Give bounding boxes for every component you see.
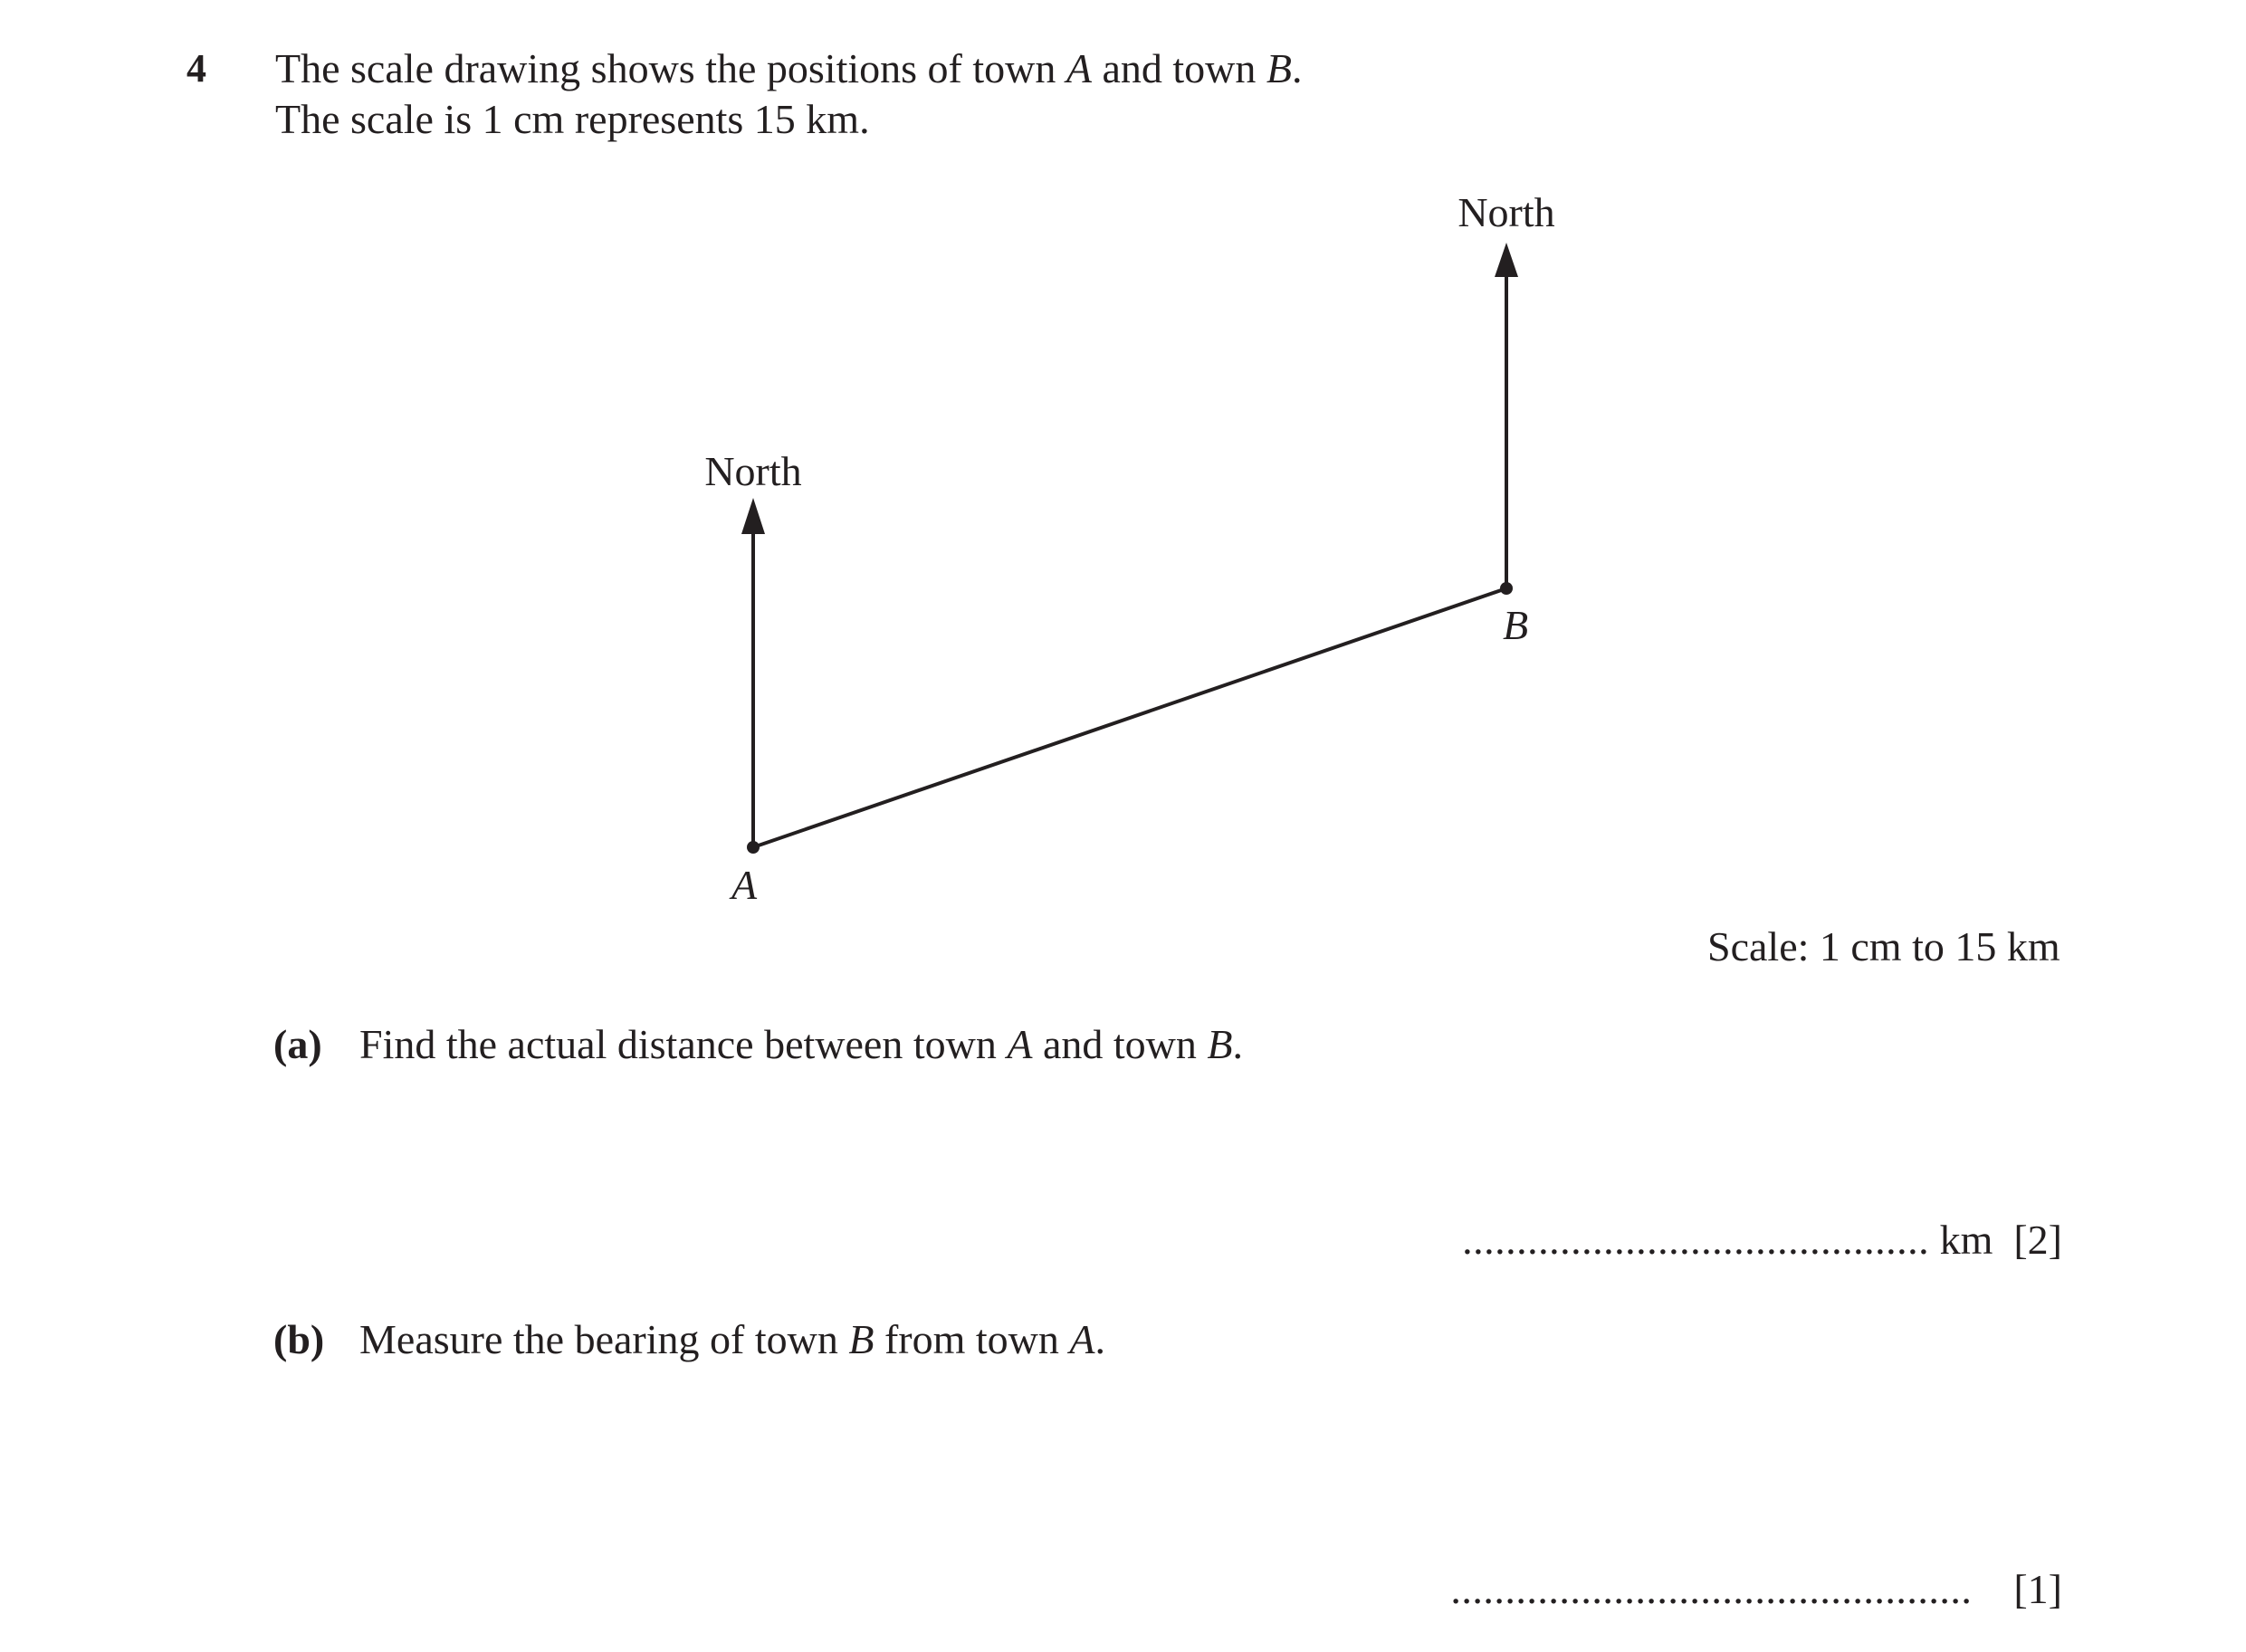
point-a-label: A [731,862,758,908]
part-b-answer-line[interactable] [1450,1564,2062,1615]
town-b-ref: B [848,1316,875,1362]
line-ab [753,588,1506,847]
intro-text: . [1292,45,1303,91]
scale-label: Scale: 1 cm to 15 km [1707,923,2060,969]
part-b-question [273,1314,1105,1365]
part-a-text: . [1232,1021,1243,1067]
part-b-text: . [1094,1316,1105,1362]
town-b-ref: B [1207,1021,1233,1067]
answer-unit: km [1939,1217,1993,1263]
town-a-ref: A [1066,45,1092,91]
answer-dots[interactable]: ................................................ [1450,1566,1973,1612]
north-arrowhead-b [1495,243,1518,277]
point-a [747,841,760,854]
part-a-question [273,1019,1243,1070]
town-a-ref: A [1007,1021,1033,1067]
intro-text: The scale drawing shows the positions of town [275,45,1066,91]
part-a-answer-line[interactable] [1462,1215,2062,1265]
question-number: 4 [186,46,206,91]
north-label-b: North [1458,189,1555,235]
point-b-label: B [1502,602,1529,648]
part-a-label: (a) [273,1021,322,1067]
north-label-a: North [704,448,802,494]
town-b-ref: B [1266,45,1293,91]
part-b-text: from town [874,1316,1070,1362]
part-b-text: Measure the bearing of town [359,1316,849,1362]
north-arrowhead-a [741,498,765,534]
intro-line-2: The scale is 1 cm represents 15 km. [275,96,870,142]
point-b [1500,582,1513,595]
answer-dots[interactable]: ........................................... [1462,1217,1930,1263]
part-a-text: Find the actual distance between town [359,1021,1008,1067]
part-a-text: and town [1032,1021,1208,1067]
town-a-ref: A [1069,1316,1095,1362]
intro-text: and town [1091,45,1266,91]
marks-badge: [1] [2013,1566,2062,1612]
marks-badge: [2] [2013,1217,2062,1263]
part-b-label: (b) [273,1316,325,1362]
